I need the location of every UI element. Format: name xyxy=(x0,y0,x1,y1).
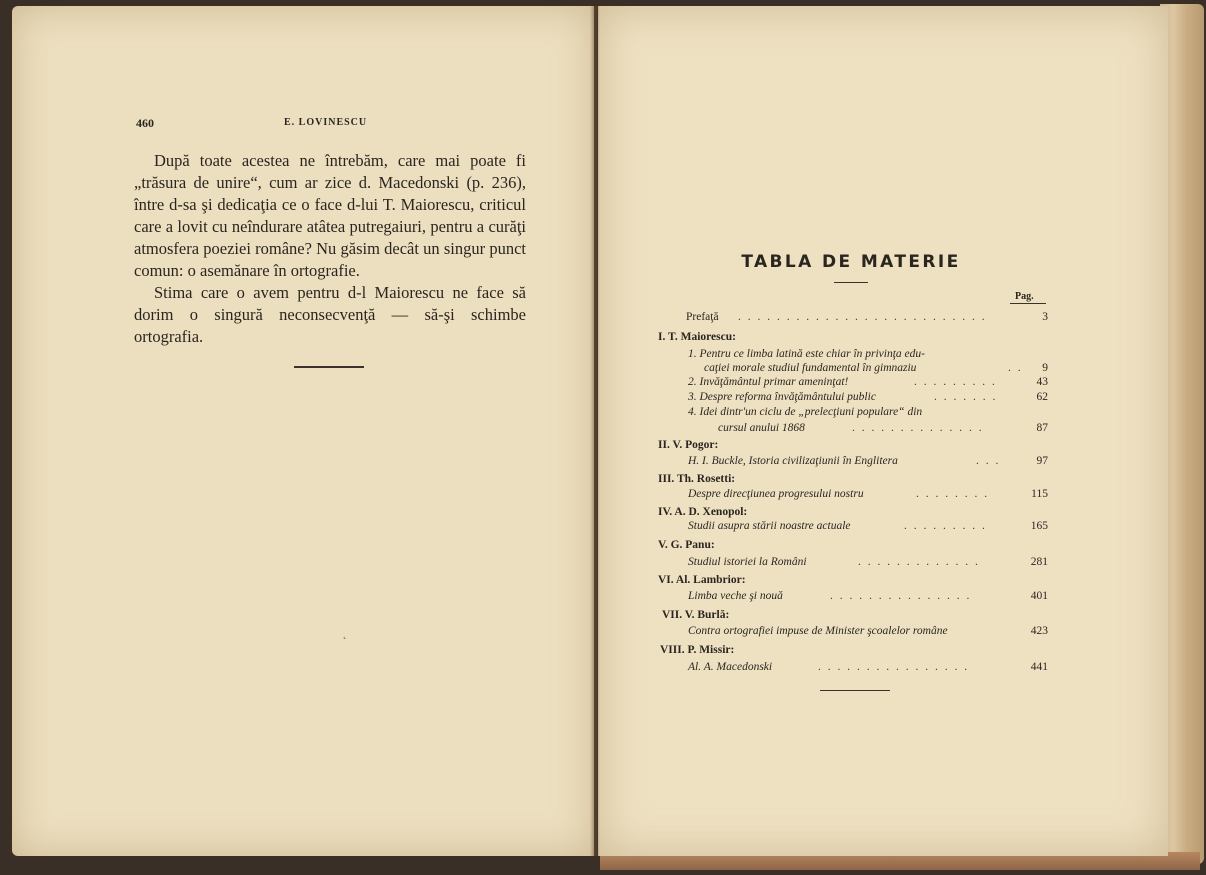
pag-label: Pag. xyxy=(1015,291,1034,302)
toc-entry-page: 165 xyxy=(1030,520,1048,532)
toc-section xyxy=(0,439,1206,455)
toc-entry-page: 115 xyxy=(1031,488,1048,500)
toc-section-label: V. G. Panu: xyxy=(658,539,715,551)
end-rule xyxy=(820,690,890,691)
toc-entry: Al. A. Macedonski . . . . . . . . . . . . . . . . 441 xyxy=(688,661,1048,673)
toc-entry-label: 4. Idei dintr'un ciclu de „prelecţiuni populare“ din xyxy=(688,406,923,418)
toc-entry-label: cursul anului 1868 xyxy=(718,422,805,434)
toc-entry: Prefaţă . . . . . . . . . . . . . . . . . . . . . . . . . . 3 xyxy=(686,311,1048,323)
toc-entry-page: 281 xyxy=(1030,556,1048,568)
toc-entry-page: 62 xyxy=(1036,391,1048,403)
toc-entry: Despre direcţiunea progresului nostru . . . . . . . . 115 xyxy=(688,488,1048,500)
toc-title: TABLA DE MATERIE xyxy=(741,252,961,272)
toc-entry-label: 3. Despre reforma învăţământului public xyxy=(688,391,876,403)
ink-smudge: ˛ xyxy=(343,628,347,640)
toc-entry-label: 1. Pentru ce limba latină este chiar în privinţa edu- xyxy=(688,348,925,360)
toc-entry-page: 97 xyxy=(1036,455,1048,467)
toc-section-label: IV. A. D. Xenopol: xyxy=(658,506,748,518)
paragraph: Stima care o avem pentru d-l Maiorescu ne face să dorim o singură neconsecvenţă — să-şi schimbe ortografia. xyxy=(134,283,526,346)
toc-entry-label: H. I. Buckle, Istoria civilizaţiunii în Englitera xyxy=(688,455,898,467)
author-header: E. LOVINESCU xyxy=(284,117,368,128)
toc-entry-label: Despre direcţiunea progresului nostru xyxy=(688,488,864,500)
toc-entry-page: 423 xyxy=(1030,625,1048,637)
toc-entry: 3. Despre reforma învăţământului public . . . . . . . 62 xyxy=(688,391,1048,403)
toc-entry: Studii asupra stării noastre actuale . . . . . . . . . 165 xyxy=(688,520,1048,532)
toc-entry-page: 87 xyxy=(1036,422,1048,434)
toc-section xyxy=(0,644,1206,660)
toc-entry-page: 9 xyxy=(1042,362,1048,374)
toc-entry-label: Al. A. Macedonski xyxy=(688,661,773,673)
toc-section xyxy=(0,609,1206,625)
toc-entry-label: Contra ortografiei impuse de Minister şcoalelor române xyxy=(688,625,948,637)
toc-entry: H. I. Buckle, Istoria civilizaţiunii în Englitera . . . 97 xyxy=(688,455,1048,467)
toc-section-label: VII. V. Burlă: xyxy=(662,609,730,621)
toc-entry-label: caţiei morale studiul fundamental în gimnaziu xyxy=(704,362,917,374)
toc-entry-page: 401 xyxy=(1030,590,1048,602)
toc-entry: Limba veche şi nouă . . . . . . . . . . . . . . . 401 xyxy=(688,590,1048,602)
toc-section xyxy=(0,473,1206,489)
toc-section-label: VIII. P. Missir: xyxy=(660,644,735,656)
toc-entry-label: Studiul istoriei la Români xyxy=(688,556,807,568)
toc-entry: 2. Invăţământul primar ameninţat! . . . . . . . . . 43 xyxy=(688,376,1048,388)
toc-entry-label: Limba veche şi nouă xyxy=(688,590,783,602)
toc-section-label: I. T. Maiorescu: xyxy=(658,331,736,343)
page-number: 460 xyxy=(136,116,154,130)
toc-section-label: II. V. Pogor: xyxy=(658,439,719,451)
toc-entry xyxy=(0,406,1206,422)
toc-entry xyxy=(0,625,1206,641)
toc-entry-page: 3 xyxy=(1042,311,1048,323)
toc-section-label: III. Th. Rosetti: xyxy=(658,473,736,485)
toc-section-label: VI. Al. Lambrior: xyxy=(658,574,746,586)
toc-section xyxy=(0,539,1206,555)
toc-section xyxy=(0,574,1206,590)
toc-entry-label: Studii asupra stării noastre actuale xyxy=(688,520,851,532)
toc-entry-label: 2. Invăţământul primar ameninţat! xyxy=(688,376,849,388)
toc-entry-page: 441 xyxy=(1030,661,1048,673)
toc-entry-label: Prefaţă xyxy=(686,311,719,323)
toc-entry: cursul anului 1868 . . . . . . . . . . . . . . 87 xyxy=(718,422,1048,434)
toc-entry: Studiul istoriei la Români . . . . . . . . . . . . . 281 xyxy=(688,556,1048,568)
toc-section xyxy=(0,331,1206,347)
paragraph: După toate acestea ne întrebăm, care mai poate fi „trăsura de unire“, cum ar zice d. Macedonski (p. 236), între d-sa şi dedicaţia ce o face d-lui T. Maiorescu, criticul care a lovit cu neîndurare atâtea putregaiuri, pentru a curăţi atmosfera poeziei române? Nu găsim decât un singur punct comun: o asemănare în ortografie. xyxy=(134,151,526,280)
toc-entry-page: 43 xyxy=(1036,376,1048,388)
toc-entry: caţiei morale studiul fundamental în gimnaziu . . 9 xyxy=(704,362,1048,374)
